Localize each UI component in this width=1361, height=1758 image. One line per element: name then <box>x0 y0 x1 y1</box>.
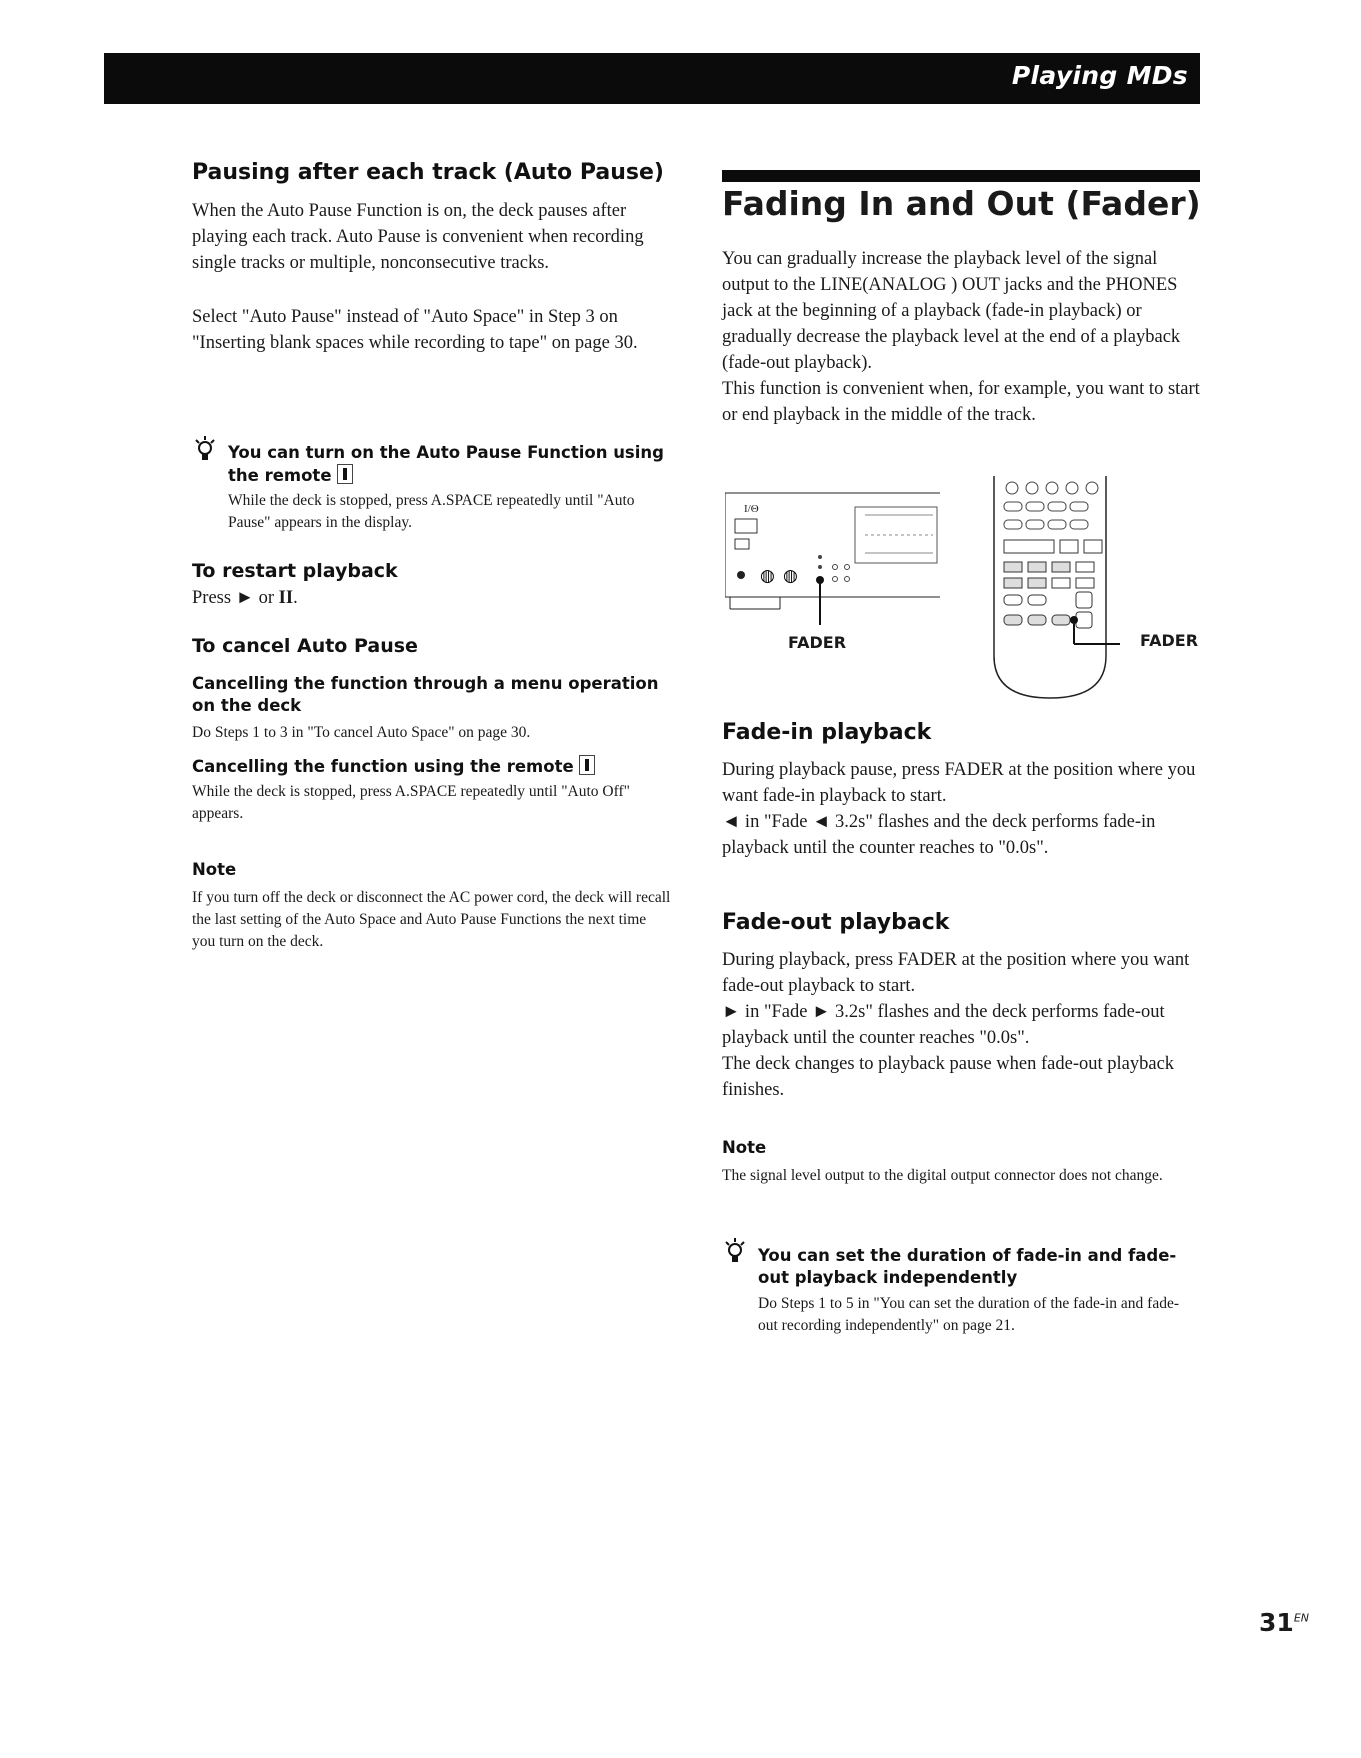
play-symbol: ► <box>235 588 254 608</box>
fader-intro-2: This function is convenient when, for example, you want to start or end playback in the middle of the track. <box>722 379 1200 425</box>
auto-pause-paragraph-1: When the Auto Pause Function is on, the deck pauses after playing each track. Auto Pause is convenient when recording single tracks or multiple, nonconsecutive tracks. <box>192 201 644 273</box>
tip-remote-heading-text: You can turn on the Auto Pause Function using the remote <box>228 443 664 485</box>
remote-icon <box>579 755 595 775</box>
lightbulb-tip-icon <box>724 1238 746 1269</box>
page-title: Fading In and Out (Fader) <box>722 184 1201 223</box>
fade-out-body-3: The deck changes to playback pause when fade-out playback finishes. <box>722 1054 1175 1100</box>
cancel-remote-heading-text: Cancelling the function using the remote <box>192 757 574 776</box>
right-note-heading: Note <box>722 1138 767 1157</box>
page-number-suffix: EN <box>1293 1611 1309 1625</box>
remote-icon <box>337 464 353 484</box>
lightbulb-tip-icon <box>194 436 216 467</box>
right-note-body: The signal level output to the digital output connector does not change. <box>722 1167 1163 1184</box>
svg-text:◍: ◍ <box>783 566 798 586</box>
page-number <box>1259 1608 1309 1637</box>
auto-pause-heading: Pausing after each track (Auto Pause) <box>192 160 664 185</box>
remote-illustration <box>990 476 1120 706</box>
cancel-menu-body: Do Steps 1 to 3 in "To cancel Auto Space" on page 30. <box>192 724 531 741</box>
restart-heading: To restart playback <box>192 560 398 582</box>
svg-text:◍: ◍ <box>760 566 775 586</box>
fade-in-body-2: ◄ in "Fade ◄ 3.2s" flashes and the deck performs fade-in playback until the counter reaches to "0.0s". <box>722 812 1156 858</box>
fader-intro-1: You can gradually increase the playback level of the signal output to the LINE(ANALOG ) OUT jacks and the PHONES jack at the beginning of a playback (fade-in playback) or gradually decrease the playback level at the end of a playback (fade-out playback). <box>722 249 1181 373</box>
page-number-value: 31 <box>1259 1608 1294 1637</box>
restart-instruction: Press ► or II. <box>192 588 298 608</box>
restart-press-text: Press <box>192 588 232 608</box>
left-note-body: If you turn off the deck or disconnect the AC power cord, the deck will recall the last setting of the Auto Space and Auto Pause Functions the next time you turn on the deck. <box>192 889 671 950</box>
tip-duration-body: Do Steps 1 to 5 in "You can set the duration of the fade-in and fade-out recording independently" on page 21. <box>758 1295 1180 1334</box>
fade-out-body-2: ► in "Fade ► 3.2s" flashes and the deck performs fade-out playback until the counter reaches "0.0s". <box>722 1002 1165 1048</box>
left-note-heading: Note <box>192 860 237 879</box>
cancel-remote-heading <box>192 755 595 776</box>
title-rule <box>722 170 1200 182</box>
fade-in-body-1: During playback pause, press FADER at the position where you want fade-in playback to start. <box>722 760 1196 806</box>
cancel-heading: To cancel Auto Pause <box>192 635 418 657</box>
deck-fader-label: FADER <box>788 633 847 652</box>
cancel-menu-heading: Cancelling the function through a menu operation on the deck <box>192 674 659 715</box>
section-title: Playing MDs <box>1011 61 1188 90</box>
remote-fader-label: FADER <box>1140 631 1199 650</box>
restart-or-text: or <box>258 588 275 608</box>
pause-symbol: II <box>278 588 294 608</box>
header-bar <box>104 53 1200 104</box>
fade-out-body-1: During playback, press FADER at the position where you want fade-out playback to start. <box>722 950 1190 996</box>
tip-duration-heading: You can set the duration of fade-in and fade-out playback independently <box>758 1246 1177 1287</box>
deck-power-button: I/Θ <box>744 503 759 515</box>
fade-out-heading: Fade-out playback <box>722 910 950 935</box>
cancel-remote-body: While the deck is stopped, press A.SPACE repeatedly until "Auto Off" appears. <box>192 783 630 822</box>
auto-pause-paragraph-2: Select "Auto Pause" instead of "Auto Space" in Step 3 on "Inserting blank spaces while recording to tape" on page 30. <box>192 307 638 353</box>
tip-remote-heading <box>228 442 668 487</box>
fade-in-heading: Fade-in playback <box>722 720 932 745</box>
tip-remote-body: While the deck is stopped, press A.SPACE repeatedly until "Auto Pause" appears in the display. <box>228 492 635 531</box>
